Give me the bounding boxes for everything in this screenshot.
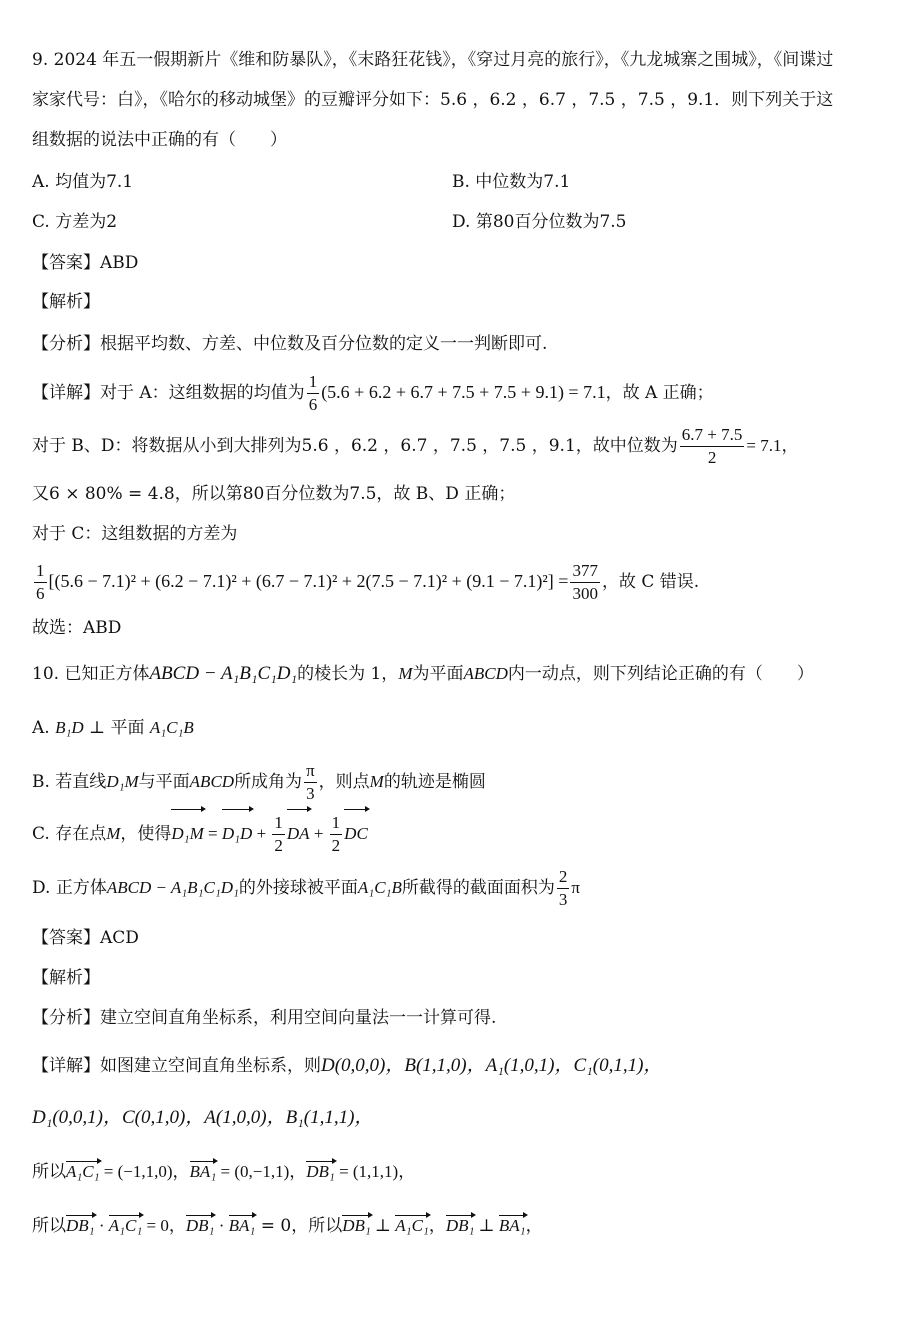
detail-median-prefix: 对于 B、D：将数据从小到大排列为5.6 ，6.2 ，6.7 ，7.5 ，7.5 ，9.1，故中位数为 xyxy=(32,436,678,456)
dot-eq-2: = 0，所以 xyxy=(255,1216,343,1236)
q10-detail-prefix: 【详解】如图建立空间直角坐标系，则 xyxy=(32,1056,321,1076)
variance-suffix: ，故 C 错误. xyxy=(601,572,700,592)
q10-optB-end: 的轨迹是椭圆 xyxy=(383,772,486,792)
q10-optB-then: ，则点 xyxy=(318,772,370,792)
vec-a1c1-value: = (−1,1,0)， xyxy=(99,1162,190,1181)
q9-option-c: C. 方差为2 xyxy=(32,212,118,232)
q10-answer: 【答案】ACD xyxy=(32,928,139,948)
median-result: = 7.1， xyxy=(746,436,799,455)
perp-vec-ba1: BA₁ xyxy=(499,1214,526,1238)
q10-optD-label: D. 正方体 xyxy=(32,878,107,898)
q10-optB-den: 3 xyxy=(306,784,315,803)
q10-optC-frac2 xyxy=(330,812,343,857)
q10-optB-num: π xyxy=(304,760,317,783)
q10-optC-vec-da: DA xyxy=(287,808,310,860)
dot-vec-ba1: BA₁ xyxy=(229,1214,256,1238)
q10-optD-area-text: 所截得的截面面积为 xyxy=(401,878,555,898)
q10-optC-frac2-num: 1 xyxy=(330,812,343,835)
q10-optB-point: M xyxy=(369,772,384,791)
perp-comma: ， xyxy=(428,1216,446,1236)
median-fraction xyxy=(680,424,745,469)
perp-symbol-1: ⊥ xyxy=(370,1216,396,1235)
q10-optC-plus2: + xyxy=(309,824,328,843)
q10-optC-text: ，使得 xyxy=(120,824,172,844)
q9-stem-line2: 家家代号：白》，《哈尔的移动城堡》的豆瓣评分如下：5.6 ，6.2 ，6.7 ，7.5 ，7.5 ，9.1．则下列关于这 xyxy=(32,90,834,110)
q10-optA-plane: A₁C₁B xyxy=(149,718,194,737)
q10-optB-text: 与平面 xyxy=(138,772,190,792)
q10-detail-line2 xyxy=(32,1106,373,1130)
q10-optD-pi: π xyxy=(571,878,580,897)
vec-db1-value: = (1,1,1)， xyxy=(334,1162,416,1181)
q10-optC-frac1-den: 2 xyxy=(274,836,283,855)
q10-stem xyxy=(32,662,814,686)
q10-optC-frac2-den: 2 xyxy=(331,836,341,855)
q10-optC-point: M xyxy=(106,824,121,843)
q10-optB-label: B. 若直线 xyxy=(32,772,107,792)
variance-fraction xyxy=(34,560,47,605)
q10-optC-vec-d1d: D₁D xyxy=(222,808,252,860)
q10-point-m: M xyxy=(398,664,413,683)
perp-vec-db1-2: DB₁ xyxy=(446,1214,475,1238)
q9-analysis: 【分析】根据平均数、方差、中位数及百分位数的定义一一判断即可. xyxy=(32,334,548,354)
vec-a1c1: A₁C₁ xyxy=(66,1160,100,1184)
median-fraction-num: 6.7 + 7.5 xyxy=(680,424,745,447)
variance-fraction-num: 1 xyxy=(34,560,47,583)
q10-optC-vec-dc: DC xyxy=(344,808,368,860)
q10-option-a xyxy=(32,716,194,740)
mean-fraction xyxy=(307,371,320,416)
q9-detail-mean xyxy=(32,366,714,419)
q9-option-d: D. 第80百分位数为7.5 xyxy=(452,212,627,232)
perp-vec-a1c1: A₁C₁ xyxy=(395,1214,429,1238)
q10-optD-cube: ABCD − A₁B₁C₁D₁ xyxy=(106,878,239,897)
q10-optB-plane: ABCD xyxy=(189,772,235,791)
q10-detail-line1 xyxy=(32,1054,662,1078)
variance-result-den: 300 xyxy=(572,584,598,603)
q10-optC-label: C. 存在点 xyxy=(32,824,107,844)
q10-option-d xyxy=(32,862,580,914)
q10-plane-abcd: ABCD xyxy=(463,664,508,683)
q9-percentile-line: 又6 × 80% = 4.8，所以第80百分位数为7.5，故 B、D 正确； xyxy=(32,484,516,504)
q10-optC-eq: = xyxy=(203,824,222,843)
variance-fraction-den: 6 xyxy=(36,584,45,603)
median-fraction-den: 2 xyxy=(707,448,717,467)
q9-answer: 【答案】ABD xyxy=(32,253,139,273)
q9-variance-heading: 对于 C：这组数据的方差为 xyxy=(32,524,238,544)
dot-symbol-2: · xyxy=(214,1216,229,1235)
detail-mean-suffix: ，故 A 正确； xyxy=(605,383,714,403)
q10-optD-text: 的外接球被平面 xyxy=(238,878,358,898)
q10-optC-frac1-num: 1 xyxy=(272,812,285,835)
q10-optC-plus1: + xyxy=(252,824,271,843)
dot-vec-db1: DB₁ xyxy=(66,1214,95,1238)
q10-vectors-line xyxy=(32,1160,415,1184)
mean-expression: (5.6 + 6.2 + 6.7 + 7.5 + 7.5 + 9.1) = 7.1 xyxy=(321,382,606,402)
q10-coords1: D(0,0,0)，B(1,1,0)，A₁(1,0,1)，C₁(0,1,1)， xyxy=(321,1055,663,1076)
perp-end: ， xyxy=(525,1216,543,1236)
variance-expression: [(5.6 − 7.1)² + (6.2 − 7.1)² + (6.7 − 7.1)² + 2(7.5 − 7.1)² + (9.1 − 7.1)²] = xyxy=(48,571,569,591)
q10-option-c xyxy=(32,808,368,860)
dot-symbol-1: · xyxy=(94,1216,109,1235)
q10-optC-vec-d1m: D₁M xyxy=(171,808,203,860)
q9-option-b: B. 中位数为7.1 xyxy=(452,172,571,192)
perp-symbol-2: ⊥ xyxy=(474,1216,499,1235)
q10-vec-prefix: 所以 xyxy=(32,1162,66,1182)
dot-eq-1: = 0， xyxy=(142,1216,186,1235)
q9-detail-median xyxy=(32,420,798,472)
q10-stem-g: 内一动点，则下列结论正确的有（ ） xyxy=(507,664,814,684)
q10-optA-perp: ⊥ 平面 xyxy=(83,718,150,738)
q10-optD-den: 3 xyxy=(558,890,568,909)
mean-fraction-den: 6 xyxy=(308,395,318,414)
q10-optD-plane: A₁C₁B xyxy=(357,878,402,897)
q10-dot-line xyxy=(32,1214,543,1238)
q10-cube-name: ABCD − A₁B₁C₁D₁ xyxy=(149,663,298,684)
q10-option-b xyxy=(32,756,486,808)
dot-vec-db1-2: DB₁ xyxy=(186,1214,215,1238)
q9-analysis-heading: 【解析】 xyxy=(32,292,100,312)
variance-result-fraction xyxy=(570,560,600,605)
q10-optC-frac1 xyxy=(272,812,285,857)
q10-optA-line: B₁D xyxy=(55,718,84,737)
q10-stem-c: 的棱长为 1， xyxy=(297,664,399,684)
q10-optB-line: D₁M xyxy=(106,772,139,791)
vec-ba1-value: = (0,−1,1)， xyxy=(216,1162,307,1181)
q10-analysis: 【分析】建立空间直角坐标系，利用空间向量法一一计算可得. xyxy=(32,1008,497,1028)
q9-choice: 故选：ABD xyxy=(32,618,122,638)
q10-coords2: D₁(0,0,1)，C(0,1,0)，A(1,0,0)，B₁(1,1,1)， xyxy=(32,1107,374,1128)
mean-fraction-num: 1 xyxy=(307,371,320,394)
vec-ba1: BA₁ xyxy=(190,1160,217,1184)
q10-optD-num: 2 xyxy=(557,866,570,889)
q9-variance-line xyxy=(32,555,699,608)
q10-analysis-heading: 【解析】 xyxy=(32,968,100,988)
q9-stem-line1: 9. 2024 年五一假期新片《维和防暴队》，《末路狂花钱》，《穿过月亮的旅行》，《九龙城寨之围城》，《间谍过 xyxy=(32,50,834,70)
variance-result-num: 377 xyxy=(570,560,600,583)
q10-dot-prefix: 所以 xyxy=(32,1216,66,1236)
q10-optA-label: A. xyxy=(32,718,56,738)
perp-vec-db1: DB₁ xyxy=(342,1214,371,1238)
q10-stem-a: 10. 已知正方体 xyxy=(32,664,150,684)
q9-stem-line3: 组数据的说法中正确的有（ ） xyxy=(32,130,287,150)
q10-optB-fraction xyxy=(304,760,317,805)
q10-optB-angle-text: 所成角为 xyxy=(234,772,303,792)
dot-vec-a1c1: A₁C₁ xyxy=(109,1214,143,1238)
vec-db1: DB₁ xyxy=(306,1160,335,1184)
q10-stem-e: 为平面 xyxy=(412,664,464,684)
detail-mean-prefix: 【详解】对于 A：这组数据的均值为 xyxy=(32,383,305,403)
q9-option-a: A. 均值为7.1 xyxy=(32,172,134,192)
q10-optD-fraction xyxy=(557,866,570,911)
